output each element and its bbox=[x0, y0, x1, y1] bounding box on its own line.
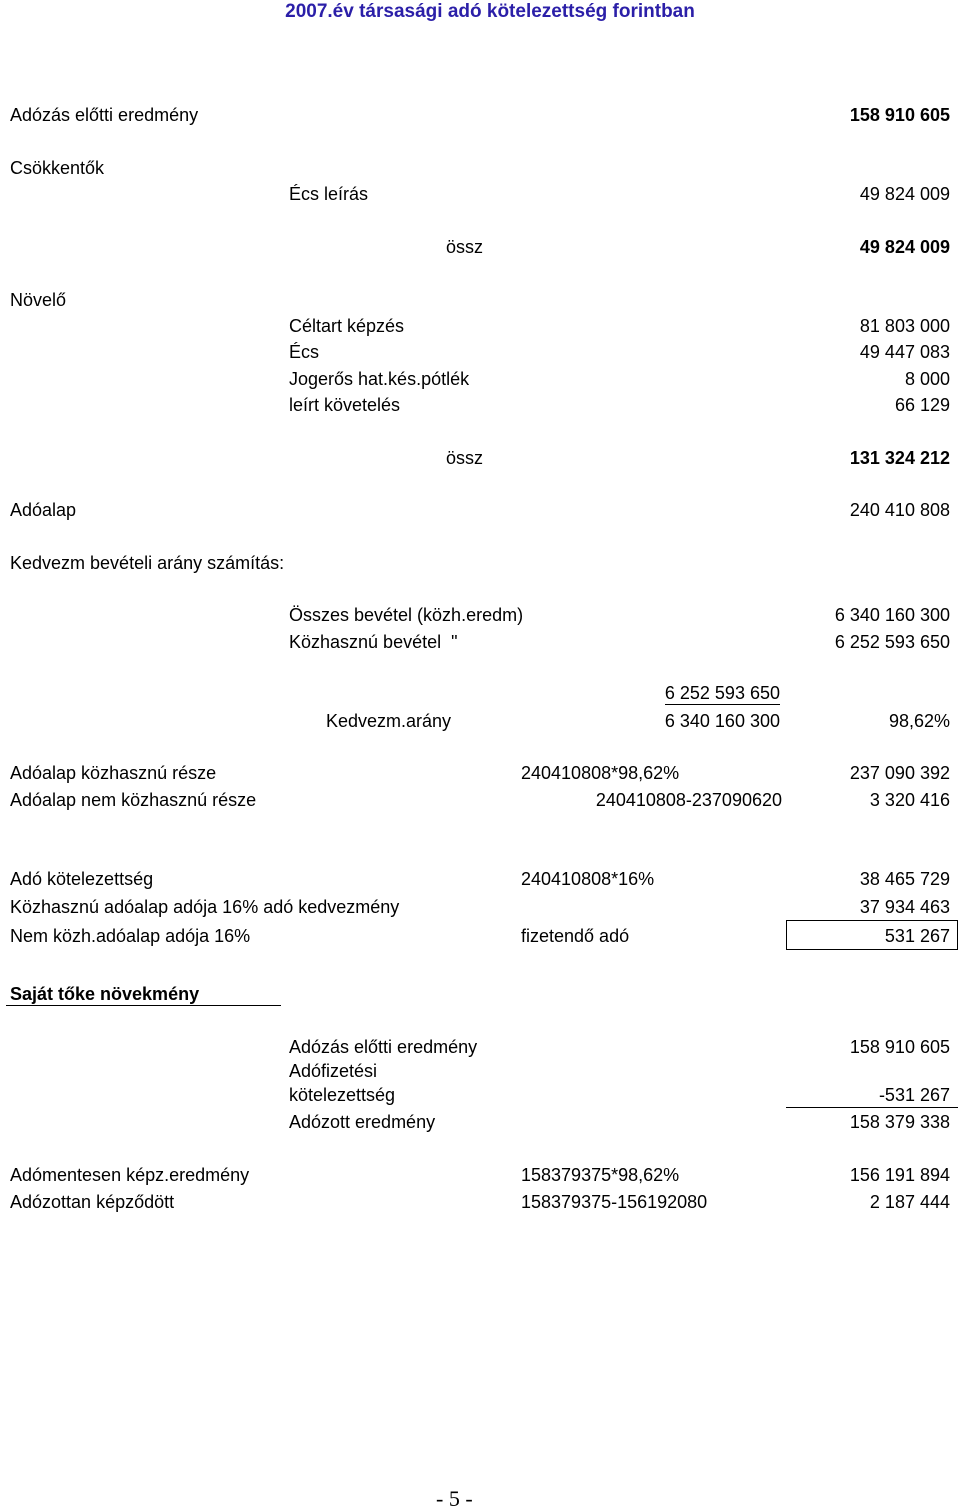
public-income-label: Közhasznú bevétel " bbox=[289, 632, 458, 652]
final-formula: 158379375*98,62% bbox=[521, 1165, 680, 1185]
tax-value: 37 934 463 bbox=[859, 897, 950, 917]
equity-pre-tax-value: 158 910 605 bbox=[849, 1037, 950, 1057]
equity-heading-underline bbox=[6, 1005, 281, 1006]
reducing-total-label: össz bbox=[446, 237, 484, 257]
increasing-item-label: Jogerős hat.kés.pótlék bbox=[289, 369, 470, 389]
pre-tax-result-value: 158 910 605 bbox=[849, 105, 950, 125]
split-value: 237 090 392 bbox=[849, 763, 950, 783]
increasing-item-label: Céltart képzés bbox=[289, 316, 405, 336]
final-value: 2 187 444 bbox=[869, 1192, 950, 1212]
public-income-value: 6 252 593 650 bbox=[834, 632, 950, 652]
sum-line bbox=[786, 1107, 958, 1108]
split-label: Adóalap közhasznú része bbox=[10, 763, 217, 783]
equity-heading: Saját tőke növekmény bbox=[10, 984, 200, 1004]
split-formula: 240410808*98,62% bbox=[521, 763, 680, 783]
equity-pre-tax-label: Adózás előtti eredmény bbox=[289, 1037, 478, 1057]
equity-after-tax-value: 158 379 338 bbox=[849, 1112, 950, 1132]
split-label: Adóalap nem közhasznú része bbox=[10, 790, 257, 810]
reducing-total-value: 49 824 009 bbox=[859, 237, 950, 257]
tax-formula: 240410808*16% bbox=[521, 869, 655, 889]
pre-tax-result-label: Adózás előtti eredmény bbox=[10, 105, 199, 125]
payable-tax-value: 531 267 bbox=[884, 926, 950, 946]
increasing-item-label: Écs bbox=[289, 342, 320, 362]
page-number: - 5 - bbox=[436, 1486, 473, 1511]
increasing-item-value: 8 000 bbox=[904, 369, 950, 389]
tax-formula: fizetendő adó bbox=[521, 926, 630, 946]
final-value: 156 191 894 bbox=[849, 1165, 950, 1185]
tax-label: Közhasznú adóalap adója 16% adó kedvezmény bbox=[10, 897, 400, 917]
total-income-value: 6 340 160 300 bbox=[834, 605, 950, 625]
equity-tax-value: -531 267 bbox=[878, 1085, 950, 1105]
increasing-total-value: 131 324 212 bbox=[849, 448, 950, 468]
equity-tax-label-line2: kötelezettség bbox=[289, 1085, 396, 1105]
reducing-heading: Csökkentők bbox=[10, 158, 105, 178]
ratio-value: 98,62% bbox=[888, 711, 950, 731]
ratio-heading: Kedvezm bevételi arány számítás: bbox=[10, 553, 285, 573]
fraction-denominator: 6 340 160 300 bbox=[664, 711, 780, 731]
page-title: 2007.év társasági adó kötelezettség forintban bbox=[285, 1, 695, 22]
equity-tax-label-line1: Adófizetési bbox=[289, 1061, 378, 1081]
increasing-total-label: össz bbox=[446, 448, 484, 468]
increasing-heading: Növelő bbox=[10, 290, 67, 310]
total-income-label: Összes bevétel (közh.eredm) bbox=[289, 605, 524, 625]
tax-base-value: 240 410 808 bbox=[849, 500, 950, 520]
split-formula: 240410808-237090620 bbox=[595, 790, 782, 810]
tax-label: Adó kötelezettség bbox=[10, 869, 154, 889]
increasing-item-value: 66 129 bbox=[894, 395, 950, 415]
tax-label: Nem közh.adóalap adója 16% bbox=[10, 926, 251, 946]
reducing-item-label: Écs leírás bbox=[289, 184, 369, 204]
increasing-item-value: 49 447 083 bbox=[859, 342, 950, 362]
tax-base-label: Adóalap bbox=[10, 500, 77, 520]
tax-value: 38 465 729 bbox=[859, 869, 950, 889]
final-label: Adómentesen képz.eredmény bbox=[10, 1165, 250, 1185]
fraction-numerator: 6 252 593 650 bbox=[664, 683, 780, 703]
final-formula: 158379375-156192080 bbox=[521, 1192, 708, 1212]
final-label: Adózottan képződött bbox=[10, 1192, 175, 1212]
equity-after-tax-label: Adózott eredmény bbox=[289, 1112, 436, 1132]
split-value: 3 320 416 bbox=[869, 790, 950, 810]
increasing-item-value: 81 803 000 bbox=[859, 316, 950, 336]
ratio-label: Kedvezm.arány bbox=[326, 711, 452, 731]
reducing-item-value: 49 824 009 bbox=[859, 184, 950, 204]
increasing-item-label: leírt követelés bbox=[289, 395, 401, 415]
